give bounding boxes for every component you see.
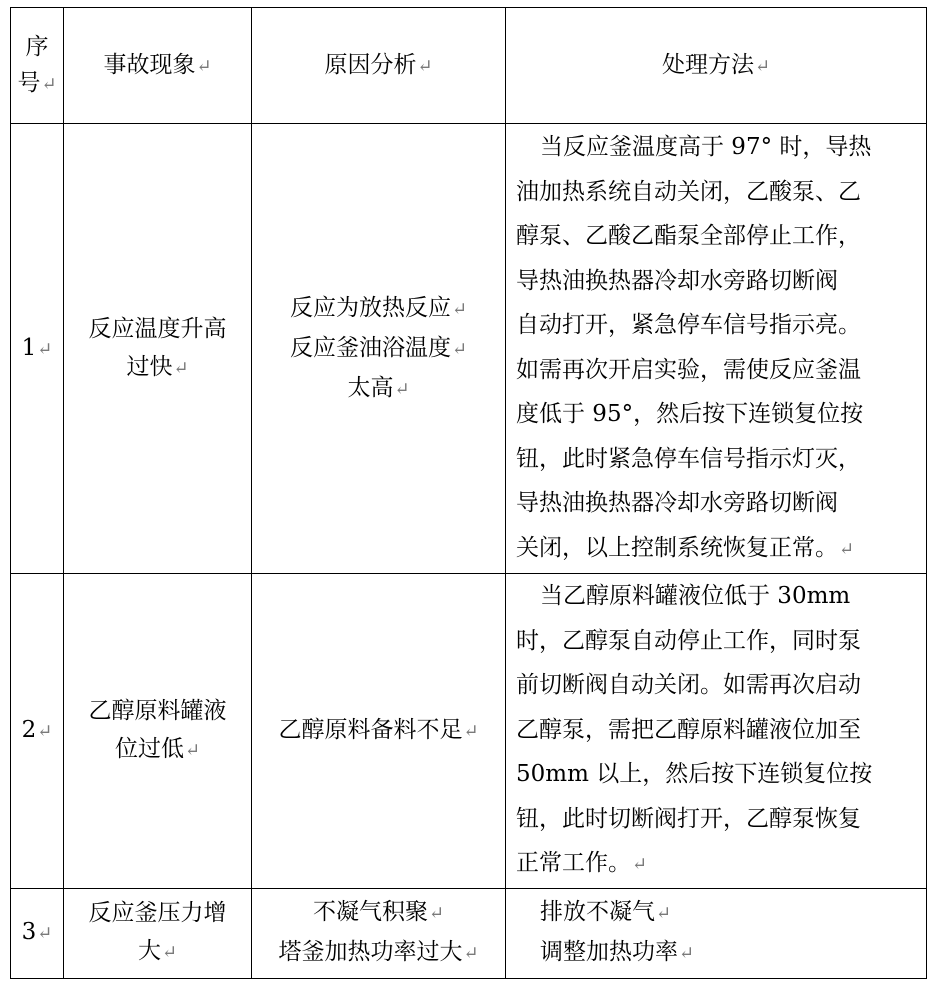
row3-phenomenon: 反应釜压力增 大↵ (64, 888, 252, 978)
row2-phenomenon: 乙醇原料罐液 位过低↵ (64, 574, 252, 889)
header-no (11, 8, 64, 124)
row3-no: 3↵ (11, 888, 64, 978)
header-phenomenon: 事故现象↵ (64, 8, 252, 124)
header-method: 处理方法↵ (506, 8, 927, 124)
table-header-row (11, 8, 927, 124)
row1-cause: 反应为放热反应↵ 反应釜油浴温度↵ 太高↵ (252, 124, 506, 574)
row2-no: 2↵ (11, 574, 64, 889)
header-no-line2: 号↵ (17, 69, 57, 96)
row1-phenomenon: 反应温度升高 过快↵ (64, 124, 252, 574)
table-row (11, 574, 927, 889)
header-no-line1: 序 (25, 33, 49, 60)
accident-table (10, 7, 927, 979)
row3-cause: 不凝气积聚↵ 塔釜加热功率过大↵ (252, 888, 506, 978)
header-cause: 原因分析↵ (252, 8, 506, 124)
table-row (11, 888, 927, 978)
row1-no: 1↵ (11, 124, 64, 574)
row2-cause: 乙醇原料备料不足↵ (252, 574, 506, 889)
row3-method: 排放不凝气↵ 调整加热功率↵ (506, 888, 927, 978)
table-row (11, 124, 927, 574)
row1-method: 当反应釜温度高于 97° 时，导热 油加热系统自动关闭，乙酸泵、乙 醇泵、乙酸乙酯泵全部停止工作， 导热油换热器冷却水旁路切断阀 自动打开，紧急停车信号指示亮。 如需再次开启实验，需使反应釜温 度低于 95°，然后按下连锁复位按 钮，此时紧急停车信号指示灯灭， 导热油换热器冷却水旁路切断阀 关闭，以上控制系统恢复正常。↵ (506, 124, 927, 574)
row2-method: 当乙醇原料罐液位低于 30mm 时，乙醇泵自动停止工作，同时泵 前切断阀自动关闭。如需再次启动 乙醇泵，需把乙醇原料罐液位加至 50mm 以上，然后按下连锁复位按 钮，此时切断阀打开，乙醇泵恢复 正常工作。↵ (506, 574, 927, 889)
